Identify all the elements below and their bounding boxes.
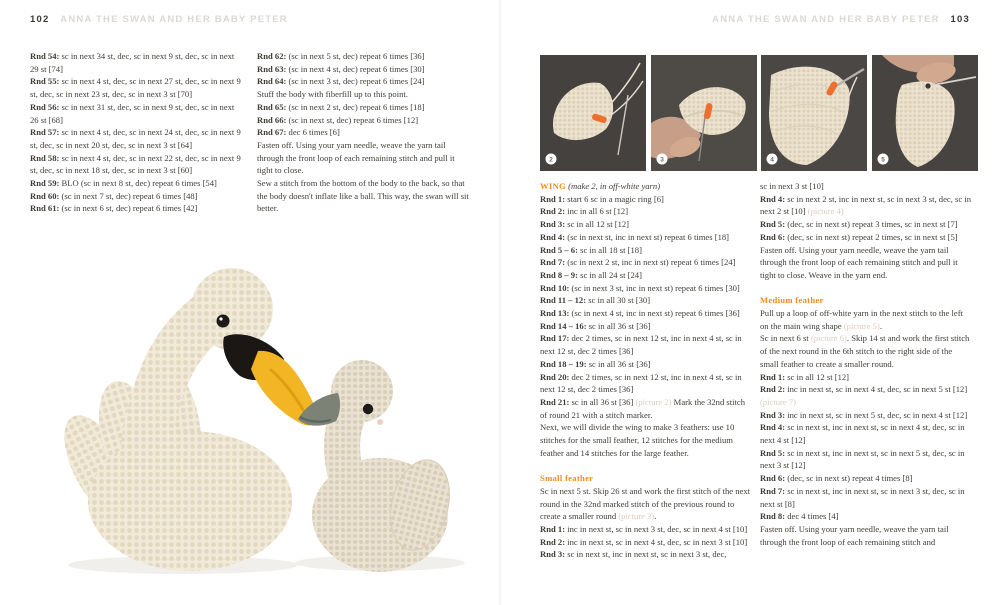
step-photo-4-image <box>761 55 867 171</box>
pattern-line <box>760 510 972 523</box>
pattern-line <box>540 256 752 269</box>
text-segment: Rnd 56: <box>30 101 60 112</box>
text-segment: Sc in next 6 st <box>760 333 811 344</box>
left-page-number: 102 <box>30 14 50 25</box>
mother-swan-eye-highlight <box>219 317 222 320</box>
pattern-line <box>257 177 469 215</box>
text-segment: Medium feather <box>760 295 824 306</box>
text-segment: sc in next 4 st, dec, sc in next 22 st, dec, sc in next 9 st, dec, sc in next 18 st, dec, sc in next 3 st [60] <box>30 152 241 176</box>
text-segment: (dec, sc in next st) repeat 3 times, sc in next st [7] <box>785 219 958 230</box>
left-running-title: ANNA THE SWAN AND HER BABY PETER <box>60 14 288 25</box>
pattern-line <box>760 218 972 231</box>
photo-number: 2 <box>549 156 553 164</box>
text-segment: sc in next 4 st, dec, sc in next 27 st, dec, sc in next 9 st, dec, sc in next 23 st, dec, sc in next 3 st [70] <box>30 76 241 100</box>
pattern-line <box>257 101 469 114</box>
text-segment: Rnd 4: <box>540 231 566 242</box>
pattern-line <box>540 282 752 295</box>
mother-swan-body <box>88 431 292 571</box>
text-segment: Rnd 17: <box>540 333 570 344</box>
text-segment: (dec, sc in next st) repeat 4 times [8] <box>785 473 913 484</box>
photo-number: 3 <box>659 156 664 164</box>
text-segment: Rnd 7: <box>540 257 566 268</box>
text-segment: Rnd 62: <box>257 51 287 61</box>
pattern-line <box>257 75 469 88</box>
text-segment: sc in next 31 st, dec, sc in next 9 st, dec, sc in next 26 st [68] <box>30 101 235 125</box>
text-segment: Rnd 18 – 19: <box>540 358 587 369</box>
pattern-line <box>760 244 972 282</box>
pattern-line <box>760 485 972 510</box>
text-segment: (sc in next 2 st, inc in next st) repeat 6 times [24] <box>565 257 736 268</box>
text-segment: sc in all 24 st [24] <box>577 269 642 280</box>
step-photo-2-image <box>540 55 646 171</box>
text-segment: Rnd 10: <box>540 282 570 293</box>
text-segment: dec 6 times [6] <box>286 127 340 138</box>
pattern-line <box>760 332 972 370</box>
text-segment: sc in all 36 st [36] <box>569 396 636 407</box>
page-gutter <box>498 0 502 605</box>
pattern-line <box>257 63 469 76</box>
text-segment: Rnd 20: <box>540 371 570 382</box>
text-segment: (sc in next 3 st, dec) repeat 6 times [24] <box>286 76 425 87</box>
baby-swan-cheek <box>377 419 383 425</box>
step-photo-4 <box>761 55 867 171</box>
text-segment: Rnd 1: <box>540 523 566 534</box>
section-heading <box>540 472 752 485</box>
baby-swan-eye <box>363 404 373 414</box>
pattern-line <box>540 307 752 320</box>
pattern-line <box>540 244 752 257</box>
pattern-line <box>540 294 752 307</box>
step-photo-3-image <box>651 55 757 171</box>
left-running-head <box>30 14 295 25</box>
text-segment: Small feather <box>540 473 594 484</box>
pattern-line <box>540 205 752 218</box>
text-segment: sc in next 34 st, dec, sc in next 9 st, dec, sc in next 29 st [74] <box>30 51 235 74</box>
pattern-line <box>760 472 972 485</box>
text-segment: (picture 5) <box>843 320 880 331</box>
pattern-line <box>30 177 242 190</box>
text-segment: Rnd 59: <box>30 178 60 189</box>
text-segment: Rnd 55: <box>30 76 60 87</box>
text-segment: . <box>654 511 657 522</box>
text-segment: (picture 2) <box>635 396 672 407</box>
text-segment: Rnd 1: <box>760 371 786 382</box>
text-segment: Rnd 8 – 9: <box>540 269 578 280</box>
text-segment: inc in next st, sc in next 3 st, dec, sc in next 4 st [10] <box>565 523 748 534</box>
text-segment: Fasten off. Using your yarn needle, weave the yarn tail through the front loop of each remaining stitch and <box>760 523 949 547</box>
text-segment: (sc in next 5 st, dec) repeat 6 times [36] <box>286 51 425 61</box>
text-segment: Rnd 4: <box>760 193 786 204</box>
pattern-line <box>540 421 752 459</box>
text-segment: sc in next 3 st [10] <box>760 181 824 191</box>
text-segment: sc in all 12 st [12] <box>785 371 850 382</box>
text-segment: Next, we will divide the wing to make 3 feathers: use 10 stitches for the small feather, 12 stitches for the medium feather and 14 stitches for the large feather. <box>540 422 735 458</box>
pattern-line <box>540 523 752 536</box>
text-segment: Sew a stitch from the bottom of the body to the back, so that the body doesn't inflate like a ball. This way, the swan will sit better. <box>257 178 469 214</box>
text-segment: Rnd 58: <box>30 152 60 163</box>
text-segment: inc in next st, sc in next 4 st, dec, sc in next 3 st [10] <box>565 536 748 547</box>
pattern-line <box>760 523 972 548</box>
text-segment: sc in all 12 st [12] <box>565 219 630 230</box>
text-segment: Mark the 32nd stitch of round 21 with a stitch marker. <box>540 396 746 420</box>
pattern-line <box>760 421 972 446</box>
text-segment: inc in next st, sc in next 5 st, dec, sc in next 4 st [12] <box>785 409 968 420</box>
photo-number: 4 <box>770 156 774 164</box>
pattern-line <box>540 548 752 561</box>
text-segment: WING <box>540 181 567 191</box>
text-segment: sc in all 18 st [18] <box>577 244 642 255</box>
text-segment: Rnd 1: <box>540 193 566 204</box>
left-page-column-2 <box>257 50 469 215</box>
pattern-line <box>257 139 469 177</box>
text-segment: Rnd 3: <box>540 219 566 230</box>
text-segment: (sc in next st, dec) repeat 6 times [12] <box>286 114 419 125</box>
section-heading <box>760 294 972 307</box>
text-segment: Stuff the body with fiberfill up to this point. <box>257 89 408 100</box>
text-segment: Fasten off. Using your yarn needle, weave the yarn tail through the front loop of each remaining stitch and pull it tight to close. Weave in the yarn end. <box>760 244 958 280</box>
needle-eye <box>925 83 930 88</box>
text-segment: Rnd 14 – 16: <box>540 320 587 331</box>
section-heading <box>540 180 752 193</box>
text-segment: sc in all 36 st [36] <box>586 358 651 369</box>
text-segment: sc in next st, inc in next st, sc in next 3 st, dec, sc in next st [8] <box>760 485 965 509</box>
paragraph-spacer <box>760 282 972 295</box>
pattern-line <box>540 332 752 357</box>
step-photo-5-image <box>872 55 978 171</box>
text-segment: sc in next 2 st, inc in next st, sc in next 3 st, dec, sc in next 2 st [10] <box>760 193 972 217</box>
pattern-line <box>760 231 972 244</box>
text-segment: start 6 sc in a magic ring [6] <box>565 193 664 204</box>
text-segment: Rnd 3: <box>540 549 566 560</box>
text-segment: Rnd 7: <box>760 485 786 496</box>
text-segment: (sc in next 3 st, inc in next st) repeat 6 times [30] <box>569 282 740 293</box>
text-segment: Rnd 54: <box>30 51 60 61</box>
text-segment: (picture 4) <box>807 206 844 217</box>
text-segment: Rnd 65: <box>257 101 287 112</box>
pattern-line <box>540 269 752 282</box>
pattern-line <box>760 409 972 422</box>
text-segment: Rnd 5: <box>760 447 786 458</box>
text-segment: BLO (sc in next 8 st, dec) repeat 6 times [54] <box>59 178 217 189</box>
pattern-line <box>30 50 242 75</box>
pattern-line <box>540 358 752 371</box>
text-segment: (picture 7) <box>760 396 797 407</box>
pattern-line <box>30 126 242 151</box>
right-page-column-2 <box>760 180 972 548</box>
pattern-line <box>257 88 469 101</box>
baby-swan-head <box>331 360 393 422</box>
pattern-line <box>30 202 242 215</box>
pattern-line <box>540 371 752 396</box>
text-segment: Rnd 21: <box>540 396 570 407</box>
text-segment: sc in next st, inc in next st, sc in next 4 st, dec, sc in next 4 st [12] <box>760 422 965 446</box>
pattern-line <box>760 193 972 218</box>
pattern-line <box>540 218 752 231</box>
text-segment: Rnd 57: <box>30 127 60 138</box>
photo-number: 5 <box>880 156 885 164</box>
text-segment: (sc in next 7 st, dec) repeat 6 times [48] <box>59 190 198 201</box>
text-segment: (dec, sc in next st) repeat 2 times, sc in next st [5] <box>785 231 958 242</box>
text-segment: inc in all 6 st [12] <box>565 206 629 217</box>
text-segment: Rnd 67: <box>257 127 287 138</box>
text-segment: Rnd 8: <box>760 511 786 522</box>
text-segment: . <box>879 320 882 331</box>
text-segment: dec 2 times, sc in next 12 st, inc in next 4 st, sc in next 12 st, dec 2 times [36] <box>540 371 742 395</box>
pattern-line <box>540 485 752 523</box>
mother-swan-eye <box>217 315 230 328</box>
text-segment: sc in next st, inc in next st, sc in next 5 st, dec, sc in next 3 st [12] <box>760 447 965 471</box>
text-segment: Fasten off. Using your yarn needle, weave the yarn tail through the front loop of each remaining stitch and pull it tight to close. <box>257 139 455 176</box>
text-segment: (picture 3) <box>618 511 655 522</box>
left-page-column-1 <box>30 50 242 215</box>
text-segment: Rnd 2: <box>540 206 566 217</box>
pattern-line <box>30 75 242 100</box>
pattern-line <box>30 101 242 126</box>
text-segment: Rnd 61: <box>30 203 60 214</box>
text-segment: sc in next 4 st, dec, sc in next 24 st, dec, sc in next 9 st, dec, sc in next 20 st, dec, sc in next 3 st [64] <box>30 127 241 150</box>
pattern-line <box>760 383 972 408</box>
pattern-line <box>540 396 752 421</box>
text-segment: (picture 6) <box>810 333 847 344</box>
text-segment: Rnd 64: <box>257 76 287 87</box>
text-segment: Rnd 66: <box>257 114 287 125</box>
right-running-title: ANNA THE SWAN AND HER BABY PETER <box>712 14 940 25</box>
right-running-head <box>705 14 970 25</box>
text-segment: dec 4 times [4] <box>785 511 839 522</box>
text-segment: Rnd 2: <box>540 536 566 547</box>
text-segment: Rnd 5 – 6: <box>540 244 578 255</box>
pattern-line <box>760 307 972 332</box>
swans-illustration <box>28 233 470 590</box>
pattern-line <box>257 126 469 139</box>
step-photo-3 <box>651 55 757 171</box>
swans-photo <box>28 233 470 590</box>
pattern-line <box>540 193 752 206</box>
paragraph-spacer <box>540 459 752 472</box>
text-segment: Pull up a loop of off-white yarn in the next stitch to the left on the main wing shape <box>760 308 963 331</box>
text-segment: (sc in next 4 st, dec) repeat 6 times [30] <box>286 63 425 74</box>
step-photo-2 <box>540 55 646 171</box>
text-segment: Rnd 6: <box>760 231 786 242</box>
text-segment: dec 2 times, sc in next 12 st, inc in next 4 st, sc in next 12 st, dec 2 times [36] <box>540 333 742 357</box>
text-segment: Rnd 4: <box>760 422 786 433</box>
text-segment: . Skip 14 st and work the first stitch of the next round in the 6th stitch to the right side of the small feather to create a smaller round. <box>760 333 970 369</box>
text-segment: sc in all 30 st [30] <box>586 295 651 306</box>
text-segment: (sc in next 2 st, dec) repeat 6 times [18] <box>286 101 425 112</box>
text-segment: (make 2, in off-white yarn) <box>566 181 661 191</box>
text-segment: (sc in next st, inc in next st) repeat 6 times [18] <box>565 231 730 242</box>
text-segment: Rnd 6: <box>760 473 786 484</box>
text-segment: Rnd 60: <box>30 190 60 201</box>
pattern-line <box>540 320 752 333</box>
pattern-line <box>760 447 972 472</box>
text-segment: Sc in next 5 st. Skip 26 st and work the first stitch of the next round in the 32nd marked stitch of the previous round to create a smaller round <box>540 485 751 522</box>
pattern-line <box>760 371 972 384</box>
pattern-line <box>540 231 752 244</box>
text-segment: sc in all 36 st [36] <box>586 320 651 331</box>
text-segment: Rnd 2: <box>760 384 786 395</box>
pattern-line <box>30 152 242 177</box>
step-photo-5 <box>872 55 978 171</box>
text-segment: sc in next st, inc in next st, sc in next 3 st, dec, <box>565 549 727 560</box>
text-segment: Rnd 5: <box>760 219 786 230</box>
pattern-line <box>760 180 972 193</box>
text-segment: (sc in next 6 st, dec) repeat 6 times [42] <box>59 203 198 214</box>
right-page-column-1 <box>540 180 752 561</box>
text-segment: Rnd 3: <box>760 409 786 420</box>
step-photo-strip <box>540 55 978 171</box>
text-segment: Rnd 11 – 12: <box>540 295 587 306</box>
text-segment: Rnd 13: <box>540 308 570 319</box>
pattern-line <box>540 536 752 549</box>
right-page-number: 103 <box>950 14 970 25</box>
text-segment: Rnd 63: <box>257 63 287 74</box>
text-segment: inc in next st, sc in next 4 st, dec, sc in next 5 st [12] <box>785 384 968 395</box>
pattern-line <box>257 50 469 63</box>
pattern-line <box>257 114 469 127</box>
text-segment: (sc in next 4 st, inc in next st) repeat 6 times [36] <box>569 308 740 319</box>
pattern-line <box>30 190 242 203</box>
